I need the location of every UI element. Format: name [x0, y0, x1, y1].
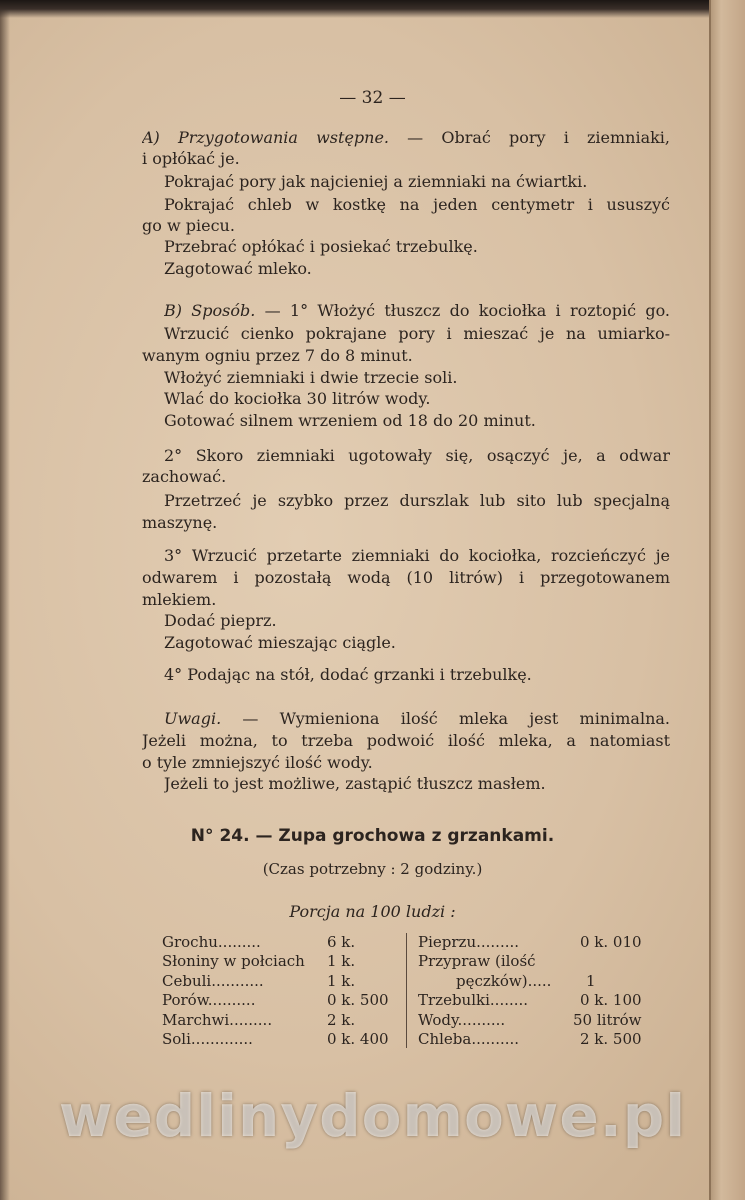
section-b-line-3: Włożyć ziemniaki i dwie trzecie soli.: [164, 368, 458, 387]
section-b-line-4: Wlać do kociołka 30 litrów wody.: [164, 389, 431, 408]
watermark: wedlinydomowe.pl: [58, 1082, 687, 1150]
ingredient-row: Słoniny w połciach 1 k.: [162, 952, 356, 971]
notes-line-1: Jeżeli można, to trzeba podwoić ilość mleka, a natomiast: [142, 731, 670, 750]
section-b-label: B) Sposób.: [164, 301, 256, 320]
section-a-line-0: A) Przygotowania wstępne. — Obrać pory i ziemniaki,: [142, 128, 670, 147]
page-number: — 32 —: [339, 88, 406, 108]
section-b-line-12: mlekiem.: [142, 590, 217, 609]
ingredient-row: Przypraw (ilość: [418, 952, 536, 971]
recipe-title: N° 24. — Zupa grochowa z grzankami.: [190, 826, 555, 846]
ingredient-row: Cebuli........... 1 k.: [162, 971, 356, 990]
notes-label: Uwagi.: [164, 709, 222, 728]
section-b-line-14: Zagotować mieszając ciągle.: [164, 633, 396, 652]
notes-line-2: o tyle zmniejszyć ilość wody.: [142, 753, 373, 772]
ingredients-divider: [406, 933, 407, 1048]
ingredients-right: [418, 933, 658, 1053]
section-a-line-4: go w piecu.: [142, 216, 235, 235]
recipe-portion: Porcja na 100 ludzi :: [289, 902, 456, 921]
ingredient-row: Porów.......... 0 k. 500: [162, 991, 389, 1010]
ingredient-row: Pieprzu......... 0 k. 010: [418, 933, 642, 951]
section-b-line-8: Przetrzeć je szybko przez durszlak lub sito lub specjalną: [164, 491, 670, 510]
ingredient-row: Wody.......... 50 litrów: [418, 1010, 642, 1029]
recipe-time: (Czas potrzebny : 2 godziny.): [262, 860, 483, 878]
notes-line-0: Uwagi. — Wymieniona ilość mleka jest minimalna.: [164, 709, 670, 728]
ingredient-row: Soli............. 0 k. 400: [162, 1030, 389, 1048]
section-b-line-5: Gotować silnem wrzeniem od 18 do 20 minut.: [164, 411, 536, 430]
section-a-line-6: Zagotować mleko.: [164, 259, 312, 278]
section-b-line-1: Wrzucić cienko pokrajane pory i mieszać je na umiarko-: [164, 324, 670, 343]
section-b-line-0: B) Sposób. — 1° Włożyć tłuszcz do kociołka i roztopić go.: [164, 301, 670, 320]
section-a-line-1: i opłókać je.: [142, 149, 240, 168]
section-b-line-9: maszynę.: [142, 513, 218, 532]
section-a-line-5: Przebrać opłókać i posiekać trzebulkę.: [164, 237, 478, 256]
notes-line-3: Jeżeli to jest możliwe, zastąpić tłuszcz masłem.: [164, 774, 546, 793]
ingredient-row: Marchwi......... 2 k.: [162, 1010, 356, 1029]
section-b-line-2: wanym ogniu przez 7 do 8 minut.: [142, 346, 413, 365]
section-b-line-7: zachować.: [142, 467, 227, 486]
section-a-line-3: Pokrajać chleb w kostkę na jeden centymetr i ususzyć: [164, 195, 670, 214]
ingredient-row: pęczków)..... 1: [456, 971, 596, 990]
ingredients-left: [162, 933, 402, 1053]
section-b-line-11: odwarem i pozostałą wodą (10 litrów) i przegotowanem: [142, 568, 670, 587]
section-a-label: A) Przygotowania wstępne.: [142, 128, 390, 147]
section-b-line-10: 3° Wrzucić przetarte ziemniaki do kociołka, rozcieńczyć je: [164, 546, 670, 565]
section-b-line-6: 2° Skoro ziemniaki ugotowały się, osączyć je, a odwar: [164, 446, 670, 465]
section-a-line-2: Pokrajać pory jak najcieniej a ziemniaki na ćwiartki.: [164, 172, 588, 191]
ingredient-row: Grochu......... 6 k.: [162, 933, 356, 951]
ingredient-row: Trzebulki........ 0 k. 100: [418, 991, 642, 1010]
ingredient-row: Chleba.......... 2 k. 500: [418, 1030, 642, 1048]
section-b-line-13: Dodać pieprz.: [164, 611, 277, 630]
section-b-line-15: 4° Podając na stół, dodać grzanki i trzebulkę.: [164, 665, 532, 684]
